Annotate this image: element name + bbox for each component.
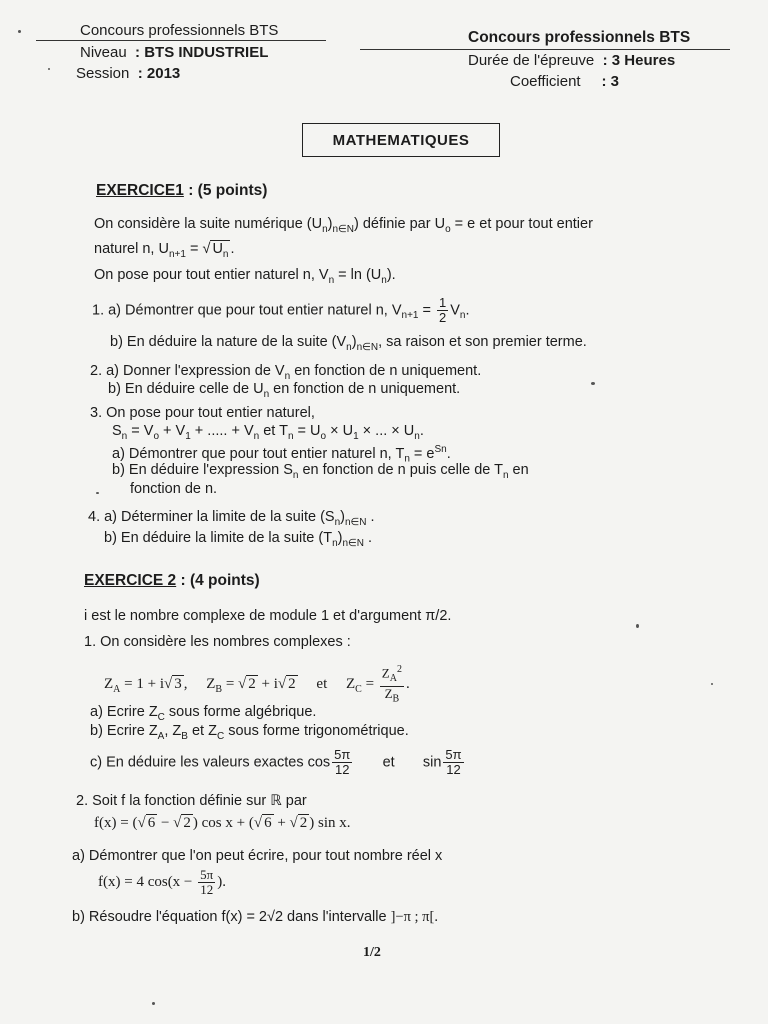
ex1-q1b: b) En déduire la nature de la suite $(V_n)_{n\in N}$, sa raison et son premier terme.: [110, 334, 587, 353]
ex1-q3b: b) En déduire l'expression $S_n$ en fonction de n puis celle de $T_n$ en: [112, 462, 529, 481]
ex1-heading: [96, 182, 267, 200]
session-label: Session: [76, 65, 130, 82]
page-title: MATHEMATIQUES: [302, 123, 500, 157]
ex2-heading: [84, 572, 260, 590]
niveau-value: BTS INDUSTRIEL: [144, 44, 269, 61]
header-coef: Coefficient : 3: [510, 73, 619, 90]
ex1-q4a: 4. a) Déterminer la limite de la suite $(S_n)_{n\in N}$ .: [88, 509, 375, 528]
ex2-q1c: c) En déduire les valeurs exactes cos $\frac{5\pi}{12}$ et sin $\frac{5\pi}{12}$: [90, 747, 462, 777]
duree-label: Durée de l'épreuve: [468, 52, 595, 69]
ex1-title: EXERCICE1: [96, 182, 184, 199]
header-left-title: Concours professionnels BTS: [80, 22, 279, 39]
ex1-q4b: b) En déduire la limite de la suite $(T_n)_{n\in N}$ .: [104, 530, 373, 549]
session-value: 2013: [146, 65, 181, 82]
coef-value: 3: [610, 73, 619, 90]
scan-speck: [591, 382, 595, 385]
ex2-points: : (4 points): [180, 572, 260, 589]
scan-speck: [18, 30, 21, 33]
scan-speck: [711, 683, 713, 685]
coef-label: Coefficient: [510, 73, 581, 90]
ex2-intro: i est le nombre complexe de module 1 et d'argument π/2.: [84, 608, 452, 624]
ex2-q2-formula: f(x) = (√ 6 − √ 2 ) cos x + (√ 6 + √ 2 ) sin x.: [94, 814, 351, 832]
ex2-q2a-formula: f(x) = 4 cos(x − $\frac{5\pi}{12}$ ).: [98, 867, 226, 897]
ex2-q2a: a) Démontrer que l'on peut écrire, pour tout nombre réel x: [72, 848, 443, 864]
ex1-q2b: b) En déduire celle de $U_n$ en fonction de n uniquement.: [108, 381, 461, 400]
niveau-label: Niveau: [80, 44, 127, 61]
ex1-line3: On pose pour tout entier naturel n, $V_n = \ln (U_n)$.: [94, 267, 396, 286]
ex2-q2: 2. Soit f la fonction définie sur ℝ par: [76, 793, 307, 809]
header-right-title: Concours professionnels BTS: [468, 29, 691, 46]
ex1-q2a: 2. a) Donner l'expression de $V_n$ en fonction de n uniquement.: [90, 363, 482, 382]
ex2-q1b: b) Ecrire $Z_A$, $Z_B$ et $Z_C$ sous forme trigonométrique.: [90, 723, 409, 742]
scan-speck: [636, 624, 639, 628]
header-left-rule: [36, 40, 326, 41]
ex1-line1: On considère la suite numérique $(U_n)_{n\in N}$) définie par $U_o = e$ et pour tout entier: [94, 216, 593, 235]
header-right-rule: [360, 49, 730, 50]
scan-speck: [96, 492, 99, 494]
ex2-q2b: b) Résoudre l'équation f(x) = 2√2 dans l'intervalle ]−π ; π[.: [72, 909, 438, 925]
ex2-q1-formula: $Z_A = 1 + i√$ 3 , $Z_B$ = √ 2 + i√ 2 et $Z_C$ = $\frac{Z_A^2}{Z_B}$ .: [104, 663, 410, 707]
header-niveau: Niveau : BTS INDUSTRIEL: [80, 44, 269, 61]
ex1-q3: 3. On pose pour tout entier naturel,: [90, 405, 315, 421]
ex1-q1a: 1. a) Démontrer que pour tout entier naturel n, $V_{n+1}$ = $\frac{1}{2}$ $V_n$.: [92, 295, 470, 325]
scan-speck: [152, 1002, 155, 1005]
ex1-points: : (5 points): [188, 182, 268, 199]
header-duree: Durée de l'épreuve : 3 Heures: [468, 52, 676, 69]
ex1-q3a: a) Démontrer que pour tout entier naturel n, $T_n = e^{Sn}$.: [112, 444, 451, 465]
ex1-q3b-cont: fonction de n.: [130, 481, 218, 497]
scan-speck: [48, 68, 50, 70]
page-number: 1/2: [363, 945, 381, 960]
ex2-q1: 1. On considère les nombres complexes :: [84, 634, 351, 650]
ex1-line2: naturel n, $U_{n+1}$ = √ $U_n$ .: [94, 240, 235, 264]
ex2-q1a: a) Ecrire $Z_C$ sous forme algébrique.: [90, 704, 317, 723]
ex2-title: EXERCICE 2: [84, 572, 177, 589]
ex1-q3-formula: $S_n = V_o + V_1$ + ..... + $V_n$ et $T_n = U_o \times U_1$ × ... × $U_n$.: [112, 423, 424, 442]
header-session: Session : 2013: [76, 65, 181, 82]
duree-value: 3 Heures: [611, 52, 676, 69]
